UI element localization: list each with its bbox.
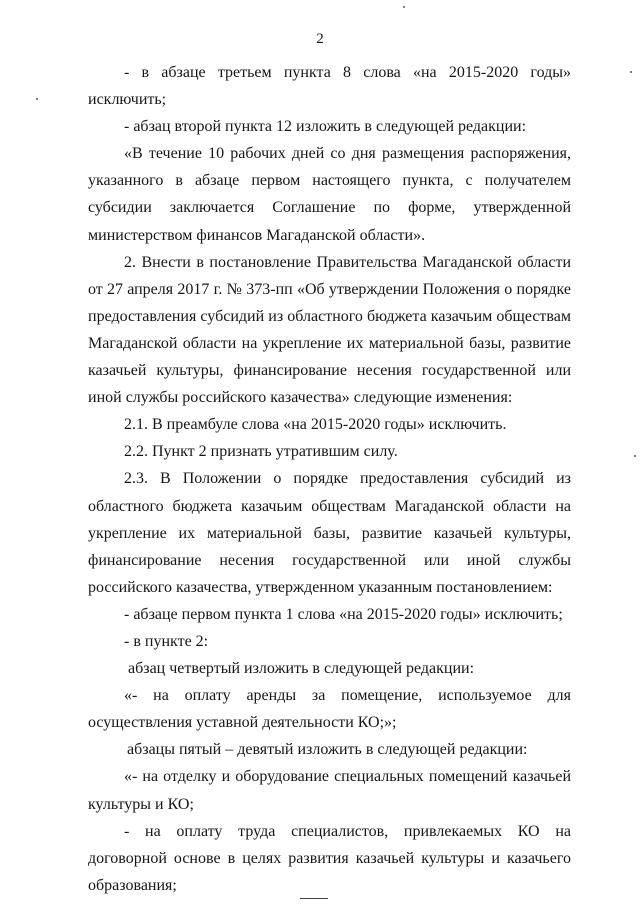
paragraph: - в пункте 2: — [124, 632, 209, 650]
scan-speck — [630, 71, 632, 73]
paragraph: - на оплату труда специалистов, привлекаемых КО на договорной основе в целях развития казачьей культуры и казачьего образования; — [88, 822, 571, 894]
paragraph: «В течение 10 рабочих дней со дня размещения распоряжения, указанного в абзаце первом настоящего пункта, с получателем субсидии заключается Соглашение по форме, утвержденной министерством финансов Магаданской области». — [88, 145, 571, 244]
paragraph: 2.3. В Положении о порядке предоставления субсидий из областного бюджета казачьим обществам Магаданской области на укрепление их материальной базы, развитие казачьей культуры, финансирование несения государственной или иной службы российского казачества, утвержденном указанным постановлением: — [88, 470, 571, 596]
paragraph: - в абзаце третьем пункта 8 слова «на 2015-2020 годы» исключить; — [88, 64, 571, 109]
paragraph: «- на отделку и оборудование специальных помещений казачьей культуры и КО; — [88, 768, 571, 813]
scan-edge-mark — [300, 898, 328, 899]
document-body — [88, 59, 571, 899]
paragraph: - абзаце первом пункта 1 слова «на 2015-2020 годы» исключить; — [124, 605, 563, 623]
paragraph: 2. Внести в постановление Правительства Магаданской области от 27 апреля 2017 г. № 373-пп «Об утверждении Положения о порядке предоставления субсидий из областного бюджета казачьим обществам Магаданской области на укрепление их материальной базы, развитие казачьей культуры, финансирование несения государственной или иной службы российского казачества» следующие изменения: — [88, 253, 571, 407]
paragraph: - абзац второй пункта 12 изложить в следующей редакции: — [124, 118, 527, 136]
scan-speck — [36, 98, 38, 100]
paragraph: «- на оплату аренды за помещение, используемое для осуществления уставной деятельности КО;»; — [88, 687, 571, 732]
paragraph: абзац четвертый изложить в следующей редакции: — [128, 660, 475, 678]
page-number: 2 — [316, 31, 324, 47]
paragraph: 2.1. В преамбуле слова «на 2015-2020 годы» исключить. — [124, 416, 507, 434]
paragraph: абзацы пятый – девятый изложить в следующей редакции: — [127, 741, 528, 759]
paragraph: 2.2. Пункт 2 признать утратившим силу. — [124, 443, 398, 461]
scan-speck — [634, 455, 636, 457]
scan-speck — [403, 6, 405, 8]
